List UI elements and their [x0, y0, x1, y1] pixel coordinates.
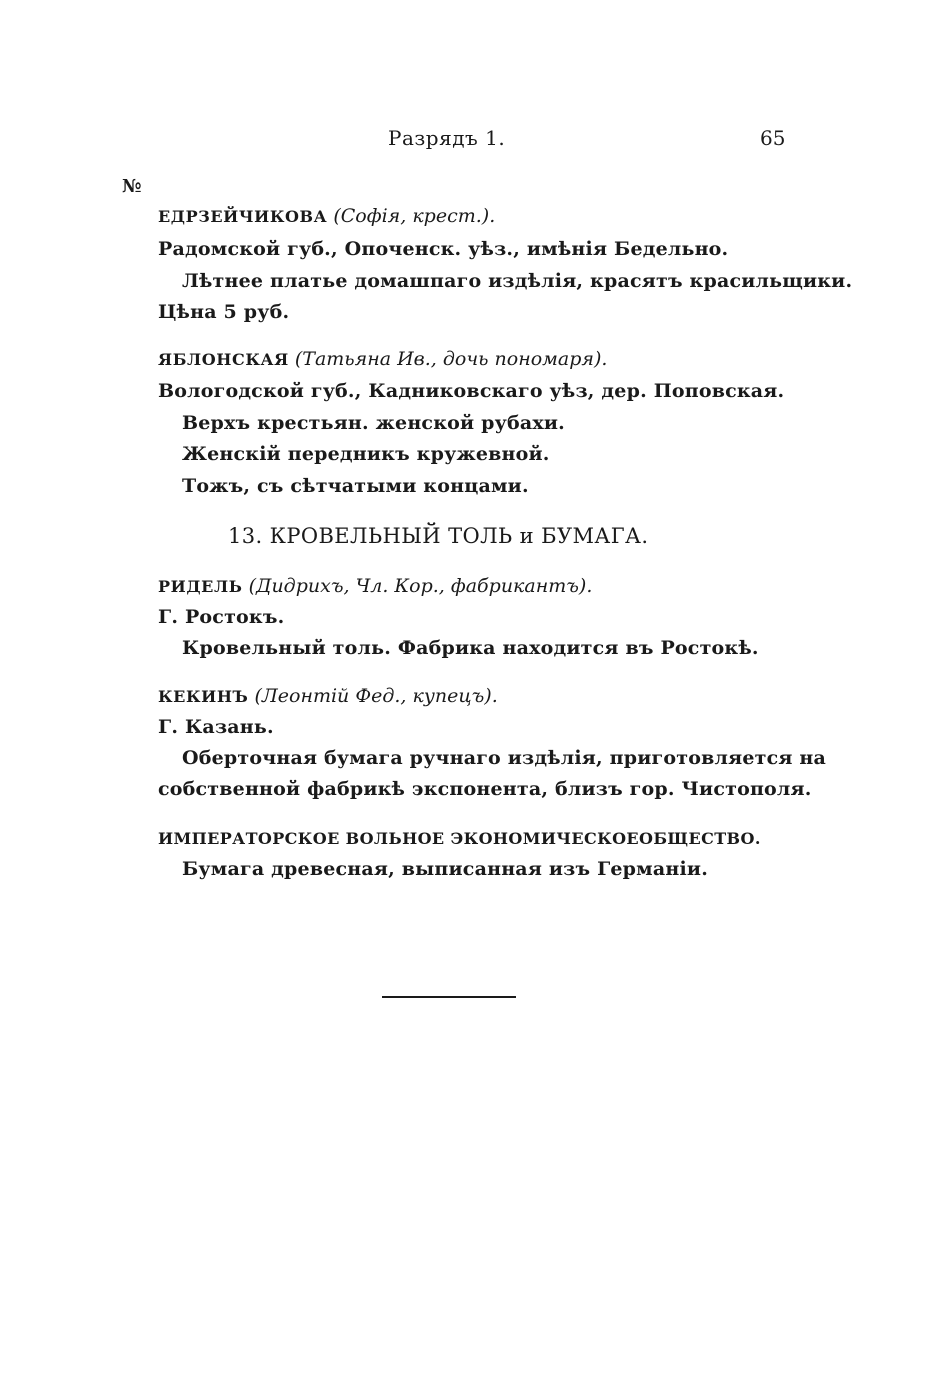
exhibit-item: Оберточная бумага ручнаго издѣлія, приготовляется на: [182, 747, 827, 769]
exhibit-item: Лѣтнее платье домашпаго издѣлія, красятъ красильщики.: [182, 270, 853, 292]
organization-name: ИМПЕРАТОРСКОЕ ВОЛЬНОЕ ЭКОНОМИЧЕСКОЕОБЩЕСТВО.: [158, 829, 761, 848]
exhibitor-location: Г. Ростокъ.: [158, 606, 285, 628]
running-head: Разрядъ 1.: [388, 126, 506, 150]
number-column-mark: №: [122, 176, 142, 197]
exhibitor-surname: РИДЕЛЬ: [158, 577, 243, 596]
exhibitor-surname: ЕДРЗЕЙЧИКОВА: [158, 207, 328, 226]
page-number: 65: [760, 126, 786, 150]
exhibit-item-continuation: собственной фабрикѣ экспонента, близъ гор. Чистополя.: [158, 778, 812, 800]
exhibit-item: Кровельный толь. Фабрика находится въ Ростокѣ.: [182, 637, 759, 659]
exhibit-item: Тожъ, съ сѣтчатыми концами.: [182, 475, 529, 497]
exhibitor-surname: ЯБЛОНСКАЯ: [158, 350, 289, 369]
exhibitor-name-line: [158, 348, 607, 370]
exhibitor-details: (Софія, крест.).: [333, 205, 496, 227]
exhibit-item: Женскій передникъ кружевной.: [182, 443, 550, 465]
exhibit-item: Верхъ крестьян. женской рубахи.: [182, 412, 565, 434]
exhibitor-surname: КЕКИНЪ: [158, 687, 249, 706]
exhibit-price: Цѣна 5 руб.: [158, 301, 290, 323]
exhibitor-location: Вологодской губ., Кадниковскаго уѣз, дер. Поповская.: [158, 380, 785, 402]
exhibitor-location: Радомской губ., Опоченск. уѣз., имѣнія Бедельно.: [158, 238, 729, 260]
exhibitor-name-line: [158, 685, 498, 707]
exhibitor-details: (Леонтій Фед., купецъ).: [254, 685, 498, 707]
exhibitor-details: (Татьяна Ив., дочь пономаря).: [294, 348, 608, 370]
exhibit-item: Бумага древесная, выписанная изъ Германіи.: [182, 858, 709, 880]
section-heading: 13. КРОВЕЛЬНЫЙ ТОЛЬ и БУМАГА.: [228, 524, 649, 548]
exhibitor-name-line: [158, 205, 495, 227]
exhibitor-details: (Дидрихъ, Чл. Кор., фабрикантъ).: [248, 575, 593, 597]
exhibitor-location: Г. Казань.: [158, 716, 274, 738]
exhibitor-name-line: [158, 575, 592, 597]
end-rule: [382, 996, 516, 998]
